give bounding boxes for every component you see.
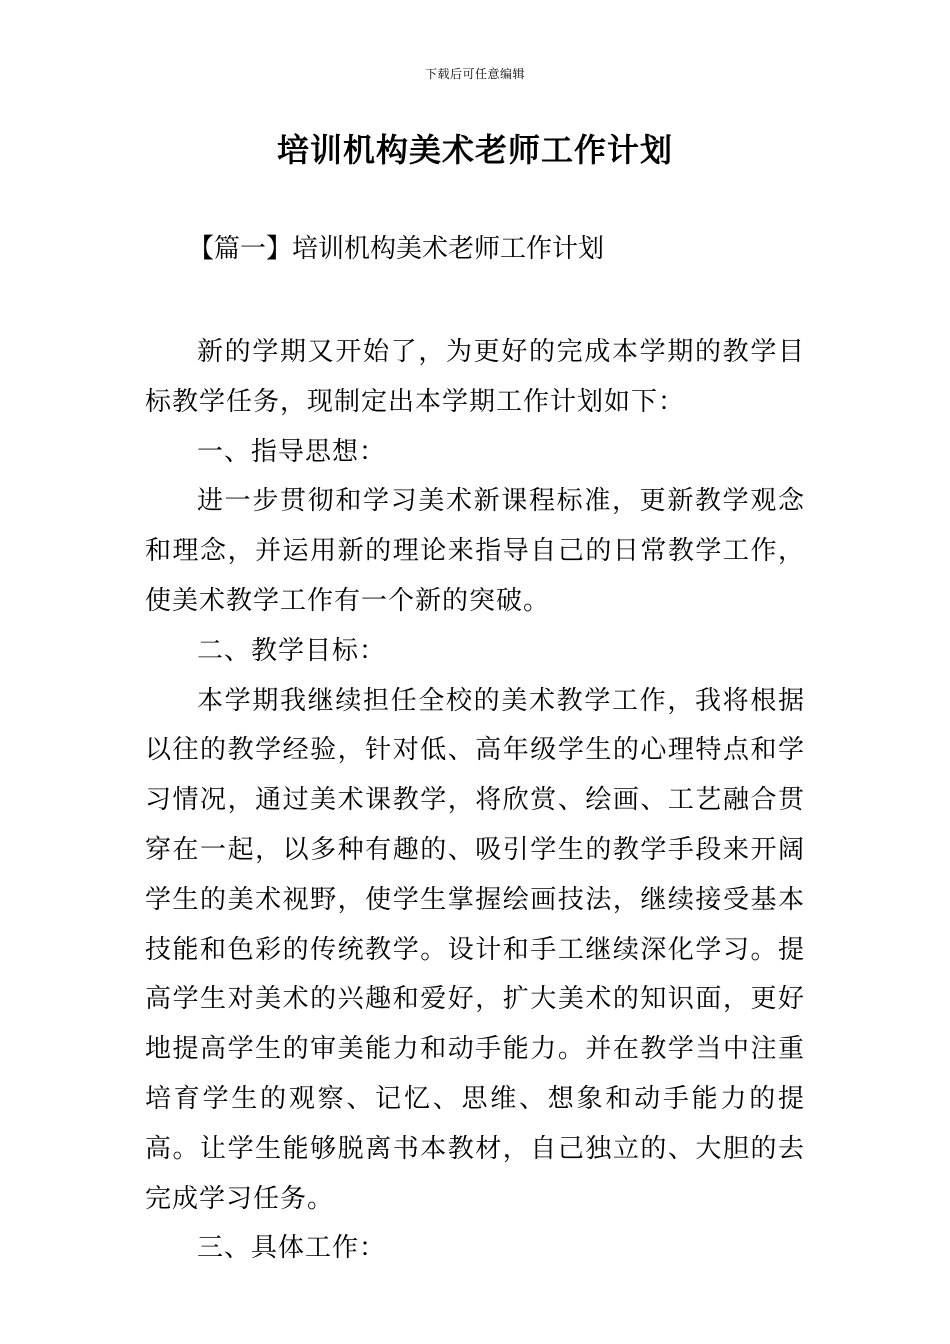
paragraph-teaching-goals: 本学期我继续担任全校的美术教学工作，我将根据以往的教学经验，针对低、高年级学生的心理特点和学习情况，通过美术课教学，将欣赏、绘画、工艺融合贯穿在一起，以多种有趣的、吸引学生的教学手段来开阔学生的美术视野，使学生掌握绘画技法，继续接受基本技能和色彩的传统教学。设计和手工继续深化学习。提高学生对美术的兴趣和爱好，扩大美术的知识面，更好地提高学生的审美能力和动手能力。并在教学当中注重培育学生的观察、记忆、思维、想象和动手能力的提高。让学生能够脱离书本教材，自己独立的、大胆的去完成学习任务。 [145,685,805,1214]
paragraph-intro: 新的学期又开始了，为更好的完成本学期的教学目标教学任务，现制定出本学期工作计划如下： [145,337,805,417]
heading-guiding-principles: 一、指导思想： [197,436,387,467]
document-title: 培训机构美术老师工作计划 [276,131,673,169]
header-note: 下载后可任意编辑 [424,67,525,81]
heading-teaching-goals: 二、教学目标： [197,635,387,666]
paragraph-guiding-principles: 进一步贯彻和学习美术新课程标准，更新教学观念和理念，并运用新的理论来指导自己的日常教学工作，使美术教学工作有一个新的突破。 [145,486,805,616]
document-body [145,328,805,1274]
heading-specific-work: 三、具体工作： [197,1233,387,1264]
section-heading: 【篇一】培训机构美术老师工作计划 [188,234,605,264]
